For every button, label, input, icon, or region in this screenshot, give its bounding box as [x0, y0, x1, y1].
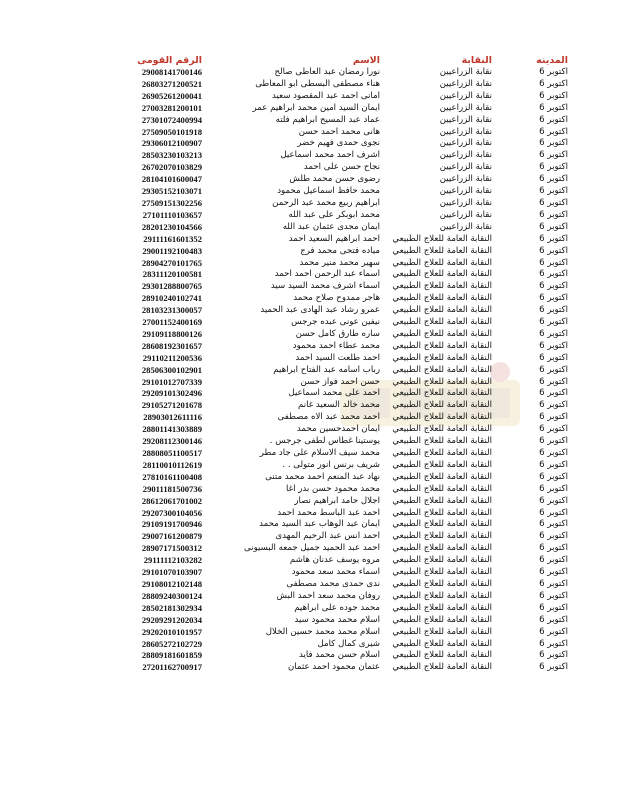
- table-row: [72, 174, 568, 186]
- table-row: [72, 388, 568, 400]
- cell-name: احمد ابراهيم السعيد احمد: [288, 233, 380, 244]
- cell-name: روفان محمد سعد احمد البش: [276, 590, 380, 601]
- cell-city: اكتوبر 6: [539, 305, 568, 316]
- cell-syndicate: نقابة الزراعيين: [439, 197, 492, 208]
- table-row: [72, 317, 568, 329]
- cell-national-id: 26905261200041: [141, 90, 202, 101]
- cell-city: اكتوبر 6: [539, 90, 568, 101]
- cell-name: اسلام محمد محمد حسين الخلال: [265, 626, 380, 637]
- cell-syndicate: النقابة العامة للعلاج الطبيعي: [392, 364, 492, 375]
- cell-name: اشرف احمد محمد اسماعيل: [280, 150, 380, 161]
- cell-syndicate: النقابة العامة للعلاج الطبيعي: [392, 424, 492, 435]
- table-row: [72, 662, 568, 674]
- cell-city: اكتوبر 6: [539, 424, 568, 435]
- cell-syndicate: النقابة العامة للعلاج الطبيعي: [392, 448, 492, 458]
- cell-national-id: 29306012100907: [141, 138, 202, 149]
- table-row: [72, 496, 568, 508]
- cell-syndicate: النقابة العامة للعلاج الطبيعي: [392, 436, 492, 447]
- cell-syndicate: نقابة الزراعيين: [439, 174, 492, 185]
- cell-national-id: 28809240300124: [141, 590, 202, 601]
- cell-city: اكتوبر 6: [539, 483, 568, 494]
- cell-national-id: 29202010101957: [141, 626, 202, 637]
- cell-syndicate: النقابة العامة للعلاج الطبيعي: [392, 328, 492, 339]
- table-row: [72, 91, 568, 103]
- cell-name: محمد خالد السعيد غانم: [297, 400, 380, 411]
- cell-national-id: 28502181302934: [141, 602, 202, 613]
- cell-syndicate: النقابة العامة للعلاج الطبيعي: [392, 340, 492, 351]
- cell-city: اكتوبر 6: [539, 459, 568, 470]
- cell-name: اسلام حسن محمد فايد: [298, 650, 380, 661]
- cell-national-id: 29008141700146: [141, 67, 202, 77]
- cell-syndicate: نقابة الزراعيين: [439, 209, 492, 220]
- cell-syndicate: النقابة العامة للعلاج الطبيعي: [392, 459, 492, 470]
- table-row: [72, 246, 568, 258]
- cell-national-id: 27001152400169: [142, 317, 202, 328]
- cell-city: اكتوبر 6: [539, 174, 568, 185]
- cell-syndicate: نقابة الزراعيين: [439, 186, 492, 197]
- cell-national-id: 29109118800126: [142, 328, 202, 339]
- cell-national-id: 27509151302256: [141, 197, 202, 208]
- cell-national-id: 29001192100483: [142, 245, 202, 256]
- table-row: [72, 150, 568, 162]
- cell-name: شريف برنس انور متولى . .: [282, 459, 380, 470]
- cell-syndicate: النقابة العامة للعلاج الطبيعي: [392, 602, 492, 613]
- cell-name: اسماء محمد سعد محمود: [291, 567, 380, 578]
- table-row: [72, 579, 568, 591]
- cell-syndicate: النقابة العامة للعلاج الطبيعي: [392, 305, 492, 316]
- cell-city: اكتوبر 6: [539, 150, 568, 161]
- cell-syndicate: النقابة العامة للعلاج الطبيعي: [392, 590, 492, 601]
- cell-city: اكتوبر 6: [539, 555, 568, 566]
- cell-syndicate: نقابة الزراعيين: [439, 90, 492, 101]
- cell-syndicate: النقابة العامة للعلاج الطبيعي: [392, 257, 492, 268]
- cell-city: اكتوبر 6: [539, 281, 568, 292]
- cell-name: محمد عطاء احمد محمود: [292, 340, 380, 351]
- cell-national-id: 28110010112619: [142, 459, 202, 470]
- table-row: [72, 138, 568, 150]
- cell-syndicate: النقابة العامة للعلاج الطبيعي: [392, 614, 492, 625]
- table-row: [72, 650, 568, 662]
- cell-syndicate: النقابة العامة للعلاج الطبيعي: [392, 507, 492, 518]
- cell-syndicate: النقابة العامة للعلاج الطبيعي: [392, 281, 492, 292]
- cell-city: اكتوبر 6: [539, 602, 568, 613]
- cell-name: محمد حافظ اسماعيل محمود: [277, 186, 380, 197]
- cell-national-id: 28311120100581: [142, 269, 202, 280]
- cell-national-id: 29110211200536: [142, 352, 202, 363]
- cell-city: اكتوبر 6: [539, 233, 568, 244]
- cell-name: احمد محمد عبد الاه مصطفى: [277, 412, 380, 423]
- cell-city: اكتوبر 6: [539, 257, 568, 268]
- cell-syndicate: نقابة الزراعيين: [439, 138, 492, 149]
- cell-syndicate: نقابة الزراعيين: [439, 150, 492, 161]
- cell-name: مروه يوسف عدنان هاشم: [289, 555, 380, 566]
- cell-national-id: 29011181500736: [142, 483, 202, 494]
- cell-city: اكتوبر 6: [539, 567, 568, 578]
- table-row: [72, 162, 568, 174]
- cell-name: عثمان محمود احمد عثمان: [288, 662, 380, 673]
- table-row: [72, 448, 568, 460]
- cell-national-id: 29111112103282: [143, 555, 202, 566]
- cell-name: رضوى حسن محمد طلش: [289, 174, 380, 185]
- cell-syndicate: نقابة الزراعيين: [439, 102, 492, 113]
- cell-national-id: 29108012102148: [141, 578, 202, 589]
- table-row: [72, 198, 568, 210]
- table-row: [72, 377, 568, 389]
- table-row: [72, 269, 568, 281]
- cell-name: هانى محمد احمد حسن: [298, 126, 380, 137]
- cell-national-id: 29105271201678: [141, 400, 202, 411]
- cell-name: امانى احمد عبد المقصود سعيد: [272, 90, 380, 101]
- cell-syndicate: النقابة العامة للعلاج الطبيعي: [392, 519, 492, 530]
- cell-name: احمد طلعت السيد احمد: [295, 352, 380, 363]
- table-row: [72, 258, 568, 270]
- table-row: [72, 127, 568, 139]
- cell-national-id: 29209291202034: [141, 614, 202, 625]
- cell-national-id: 28907171500312: [141, 543, 202, 554]
- table-row: [72, 210, 568, 222]
- cell-city: اكتوبر 6: [539, 507, 568, 518]
- roster-table: [72, 54, 568, 674]
- cell-city: اكتوبر 6: [539, 197, 568, 208]
- cell-national-id: 27201162700917: [142, 662, 202, 673]
- cell-city: اكتوبر 6: [539, 209, 568, 220]
- cell-syndicate: النقابة العامة للعلاج الطبيعي: [392, 471, 492, 482]
- table-row: [72, 341, 568, 353]
- cell-city: اكتوبر 6: [539, 340, 568, 351]
- cell-national-id: 28612061701002: [141, 495, 202, 506]
- cell-national-id: 28808051100517: [142, 448, 202, 458]
- cell-national-id: 28608192301657: [141, 340, 202, 351]
- cell-city: اكتوبر 6: [539, 376, 568, 387]
- cell-syndicate: نقابة الزراعيين: [439, 78, 492, 89]
- cell-national-id: 28801141303889: [142, 424, 202, 435]
- cell-name: محمد سيف الاسلام على جاد مطر: [259, 448, 380, 458]
- cell-city: اكتوبر 6: [539, 400, 568, 411]
- cell-national-id: 29301288800765: [141, 281, 202, 292]
- cell-name: هناء مصطفى البسطى ابو المعاطى: [255, 78, 380, 89]
- table-row: [72, 329, 568, 341]
- cell-syndicate: نقابة الزراعيين: [439, 126, 492, 137]
- cell-city: اكتوبر 6: [539, 293, 568, 304]
- cell-syndicate: النقابة العامة للعلاج الطبيعي: [392, 650, 492, 661]
- cell-city: اكتوبر 6: [539, 578, 568, 589]
- table-row: [72, 460, 568, 472]
- cell-city: اكتوبر 6: [539, 638, 568, 649]
- cell-city: اكتوبر 6: [539, 102, 568, 113]
- cell-city: اكتوبر 6: [539, 531, 568, 542]
- cell-national-id: 29209101302496: [141, 388, 202, 399]
- cell-name: يوستينا غطاس لطفى جرجس .: [269, 436, 380, 447]
- table-row: [72, 567, 568, 579]
- cell-city: اكتوبر 6: [539, 471, 568, 482]
- cell-name: احمد عبد الباسط محمد احمد: [277, 507, 380, 518]
- cell-city: اكتوبر 6: [539, 412, 568, 423]
- cell-name: عماد عبد المسيح ابراهيم فلته: [275, 114, 380, 125]
- cell-name: احمد على محمد اسماعيل: [288, 388, 380, 399]
- cell-syndicate: النقابة العامة للعلاج الطبيعي: [392, 400, 492, 411]
- cell-city: اكتوبر 6: [539, 245, 568, 256]
- cell-city: اكتوبر 6: [539, 436, 568, 447]
- table-row: [72, 365, 568, 377]
- cell-name: هاجر ممدوح صلاح محمد: [293, 293, 380, 304]
- cell-city: اكتوبر 6: [539, 364, 568, 375]
- cell-city: اكتوبر 6: [539, 126, 568, 137]
- cell-syndicate: النقابة العامة للعلاج الطبيعي: [392, 233, 492, 244]
- cell-national-id: 28809181601859: [141, 650, 202, 661]
- cell-syndicate: النقابة العامة للعلاج الطبيعي: [392, 638, 492, 649]
- table-row: [72, 115, 568, 127]
- cell-name: رباب اسامه عبد الفتاح ابراهيم: [273, 364, 380, 375]
- cell-national-id: 27301072400994: [141, 114, 202, 125]
- table-row: [72, 400, 568, 412]
- table-row: [72, 603, 568, 615]
- table-row: [72, 472, 568, 484]
- table-row: [72, 484, 568, 496]
- cell-city: اكتوبر 6: [539, 614, 568, 625]
- cell-syndicate: النقابة العامة للعلاج الطبيعي: [392, 352, 492, 363]
- table-row: [72, 353, 568, 365]
- table-row: [72, 627, 568, 639]
- header-city: المدينه: [536, 55, 568, 66]
- cell-city: اكتوبر 6: [539, 186, 568, 197]
- table-row: [72, 281, 568, 293]
- cell-city: اكتوبر 6: [539, 590, 568, 601]
- cell-name: احمد انس عبد الرحيم المهدى: [275, 531, 380, 542]
- table-row: [72, 412, 568, 424]
- cell-name: ايمان عبد الوهاب عبد السيد محمد: [259, 519, 380, 530]
- cell-city: اكتوبر 6: [539, 221, 568, 232]
- cell-syndicate: النقابة العامة للعلاج الطبيعي: [392, 412, 492, 423]
- table-row: [72, 615, 568, 627]
- cell-name: ندى حمدى محمد مصطفى: [286, 578, 380, 589]
- cell-national-id: 27810161100408: [142, 471, 202, 482]
- cell-name: نهاد عبد المنعم احمد محمد متنى: [265, 471, 380, 482]
- cell-syndicate: النقابة العامة للعلاج الطبيعي: [392, 531, 492, 542]
- cell-syndicate: النقابة العامة للعلاج الطبيعي: [392, 543, 492, 554]
- cell-syndicate: نقابة الزراعيين: [439, 67, 492, 77]
- table-row: [72, 79, 568, 91]
- cell-national-id: 26702070103829: [141, 162, 202, 173]
- header-national-id: الرقم القومى: [137, 55, 202, 66]
- cell-name: اجلال حامد ابراهيم نصار: [294, 495, 380, 506]
- cell-name: ابراهيم ربيع محمد عبد الرحمن: [272, 197, 380, 208]
- table-row: [72, 293, 568, 305]
- cell-syndicate: النقابة العامة للعلاج الطبيعي: [392, 376, 492, 387]
- cell-name: احمد عبد الحميد جميل جمعه البسيونى: [244, 543, 380, 554]
- cell-syndicate: النقابة العامة للعلاج الطبيعي: [392, 483, 492, 494]
- table-row: [72, 67, 568, 79]
- cell-national-id: 29208112300146: [142, 436, 202, 447]
- cell-name: شيرى كمال كامل: [317, 638, 380, 649]
- cell-name: ايمان السيد امين محمد ابراهيم عمر: [252, 102, 380, 113]
- cell-name: حسن احمد فواز حسن: [300, 376, 380, 387]
- cell-city: اكتوبر 6: [539, 269, 568, 280]
- cell-city: اكتوبر 6: [539, 67, 568, 77]
- cell-syndicate: النقابة العامة للعلاج الطبيعي: [392, 388, 492, 399]
- cell-syndicate: نقابة الزراعيين: [439, 162, 492, 173]
- cell-national-id: 28503230103213: [141, 150, 202, 161]
- table-row: [72, 543, 568, 555]
- table-row: [72, 555, 568, 567]
- table-row: [72, 186, 568, 198]
- cell-name: نيفين عونى عبده جرجس: [291, 317, 380, 328]
- cell-syndicate: النقابة العامة للعلاج الطبيعي: [392, 662, 492, 673]
- cell-city: اكتوبر 6: [539, 626, 568, 637]
- header-name: الاسم: [352, 55, 380, 66]
- cell-city: اكتوبر 6: [539, 388, 568, 399]
- cell-city: اكتوبر 6: [539, 162, 568, 173]
- cell-name: سهير محمد منير محمد: [299, 257, 380, 268]
- cell-city: اكتوبر 6: [539, 650, 568, 661]
- cell-national-id: 28605272102729: [141, 638, 202, 649]
- table-header-row: [72, 54, 568, 67]
- table-row: [72, 519, 568, 531]
- cell-national-id: 29101070103907: [141, 567, 202, 578]
- cell-syndicate: النقابة العامة للعلاج الطبيعي: [392, 495, 492, 506]
- cell-national-id: 27509050101918: [141, 126, 202, 137]
- cell-name: محمد محمود حسن بدر اغا: [285, 483, 380, 494]
- table-row: [72, 234, 568, 246]
- table-row: [72, 531, 568, 543]
- cell-name: نجوى حمدى فهيم خضر: [297, 138, 380, 149]
- cell-name: محمد ابوبكر على عبد الله: [288, 209, 380, 220]
- cell-national-id: 28910240102741: [141, 293, 202, 304]
- cell-syndicate: النقابة العامة للعلاج الطبيعي: [392, 245, 492, 256]
- table-row: [72, 222, 568, 234]
- cell-city: اكتوبر 6: [539, 328, 568, 339]
- cell-national-id: 28201230104566: [141, 221, 202, 232]
- cell-name: ساره طارق كامل حسن: [295, 328, 380, 339]
- cell-city: اكتوبر 6: [539, 519, 568, 530]
- cell-city: اكتوبر 6: [539, 114, 568, 125]
- cell-city: اكتوبر 6: [539, 543, 568, 554]
- cell-national-id: 29007161200879: [141, 531, 202, 542]
- cell-syndicate: النقابة العامة للعلاج الطبيعي: [392, 567, 492, 578]
- cell-name: نورا رمضان عبد العاطى صالح: [274, 67, 380, 77]
- cell-name: محمد جوده على ابراهيم: [294, 602, 380, 613]
- cell-national-id: 27101110103657: [142, 209, 202, 220]
- cell-name: ايمان احمدحسين محمد: [296, 424, 380, 435]
- table-row: [72, 305, 568, 317]
- header-syndicate: النقابة: [461, 55, 492, 66]
- cell-city: اكتوبر 6: [539, 662, 568, 673]
- cell-national-id: 27003281200101: [141, 102, 202, 113]
- cell-name: اسماء عبد الرحمن احمد احمد: [274, 269, 380, 280]
- cell-national-id: 28903012611116: [143, 412, 202, 423]
- cell-name: نجاح حسن على احمد: [303, 162, 380, 173]
- cell-syndicate: النقابة العامة للعلاج الطبيعي: [392, 578, 492, 589]
- cell-syndicate: النقابة العامة للعلاج الطبيعي: [392, 269, 492, 280]
- cell-city: اكتوبر 6: [539, 352, 568, 363]
- table-row: [72, 508, 568, 520]
- cell-national-id: 28904270101765: [141, 257, 202, 268]
- cell-name: اسماء اشرف محمد السيد سيد: [270, 281, 380, 292]
- cell-city: اكتوبر 6: [539, 78, 568, 89]
- cell-name: عمرو رشاد عبد الهادى عبد الحميد: [260, 305, 380, 316]
- cell-syndicate: النقابة العامة للعلاج الطبيعي: [392, 555, 492, 566]
- cell-syndicate: النقابة العامة للعلاج الطبيعي: [392, 293, 492, 304]
- cell-city: اكتوبر 6: [539, 317, 568, 328]
- table-row: [72, 639, 568, 651]
- cell-syndicate: النقابة العامة للعلاج الطبيعي: [392, 317, 492, 328]
- cell-national-id: 29305152103071: [141, 186, 202, 197]
- table-row: [72, 424, 568, 436]
- cell-national-id: 29111161601352: [143, 233, 202, 244]
- cell-national-id: 29207300104056: [141, 507, 202, 518]
- cell-city: اكتوبر 6: [539, 495, 568, 506]
- table-row: [72, 591, 568, 603]
- cell-name: اسلام محمد محمود سيد: [294, 614, 380, 625]
- cell-national-id: 28103231300057: [141, 305, 202, 316]
- cell-syndicate: النقابة العامة للعلاج الطبيعي: [392, 626, 492, 637]
- cell-syndicate: نقابة الزراعيين: [439, 114, 492, 125]
- cell-national-id: 28104101600047: [141, 174, 202, 185]
- table-row: [72, 103, 568, 115]
- cell-city: اكتوبر 6: [539, 448, 568, 458]
- cell-syndicate: نقابة الزراعيين: [439, 221, 492, 232]
- cell-name: ايمان مجدى عثمان عبد الله: [282, 221, 380, 232]
- cell-national-id: 29109191700946: [141, 519, 202, 530]
- table-row: [72, 436, 568, 448]
- cell-city: اكتوبر 6: [539, 138, 568, 149]
- cell-national-id: 28506300102901: [141, 364, 202, 375]
- cell-national-id: 26803271200521: [141, 78, 202, 89]
- cell-national-id: 29101012707339: [141, 376, 202, 387]
- cell-name: مياده فتحى محمد فرج: [300, 245, 380, 256]
